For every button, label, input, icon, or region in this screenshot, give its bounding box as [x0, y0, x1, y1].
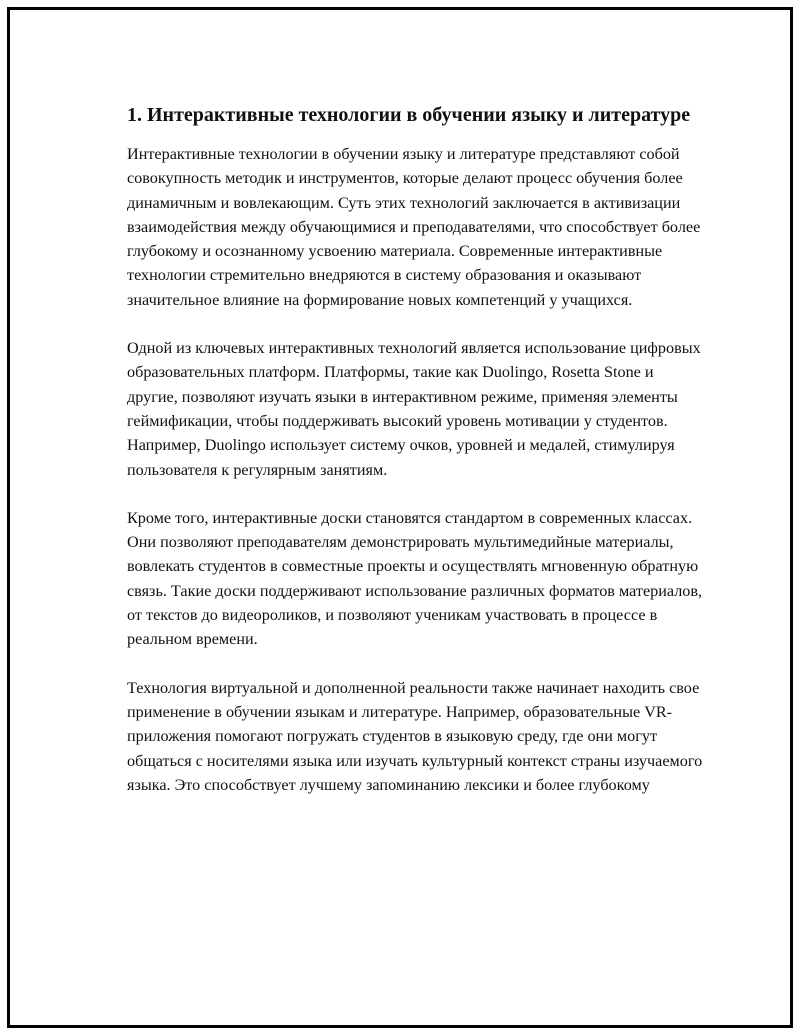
- document-body: [127, 100, 707, 821]
- section-title: 1. Интерактивные технологии в обучении языку и литературе: [127, 104, 691, 126]
- paragraph-3: Кроме того, интерактивные доски становятся стандартом в современных классах. Они позволяют преподавателям демонстрировать мультимедийные материалы, вовлекать студентов в совместные проекты и осуществлять мгновенную обратную связь. Такие доски поддерживают использование различных форматов материалов, от текстов до видеороликов, и позволяют ученикам участвовать в процессе в реальном времени.: [127, 508, 703, 649]
- paragraph-2: Одной из ключевых интерактивных технологий является использование цифровых образовательных платформ. Платформы, такие как Duolingo, Rosetta Stone и другие, позволяют изучать языки в интерактивном режиме, применяя элементы геймификации, чтобы поддерживать высокий уровень мотивации у студентов. Например, Duolingo использует систему очков, уровней и медалей, стимулируя пользователя к регулярным занятиям.: [127, 339, 701, 479]
- paragraph-1: Интерактивные технологии в обучении языку и литературе представляют собой совокупность методик и инструментов, которые делают процесс обучения более динамичным и вовлекающим. Суть этих технологий заключается в активизации взаимодействия между обучающимися и преподавателями, что способствует более глубокому и осознанному усвоению материала. Современные интерактивные технологии стремительно внедряются в систему образования и оказывают значительное влияние на формирование новых компетенций у учащихся.: [127, 145, 701, 309]
- paragraph-4: Технология виртуальной и дополненной реальности также начинает находить свое применение в обучении языкам и литературе. Например, образовательные VR-приложения помогают погружать студентов в языковую среду, где они могут общаться с носителями языка или изучать культурный контекст страны изучаемого языка. Это способствует лучшему запоминанию лексики и более глубокому: [127, 678, 703, 794]
- page-frame: [7, 7, 793, 1028]
